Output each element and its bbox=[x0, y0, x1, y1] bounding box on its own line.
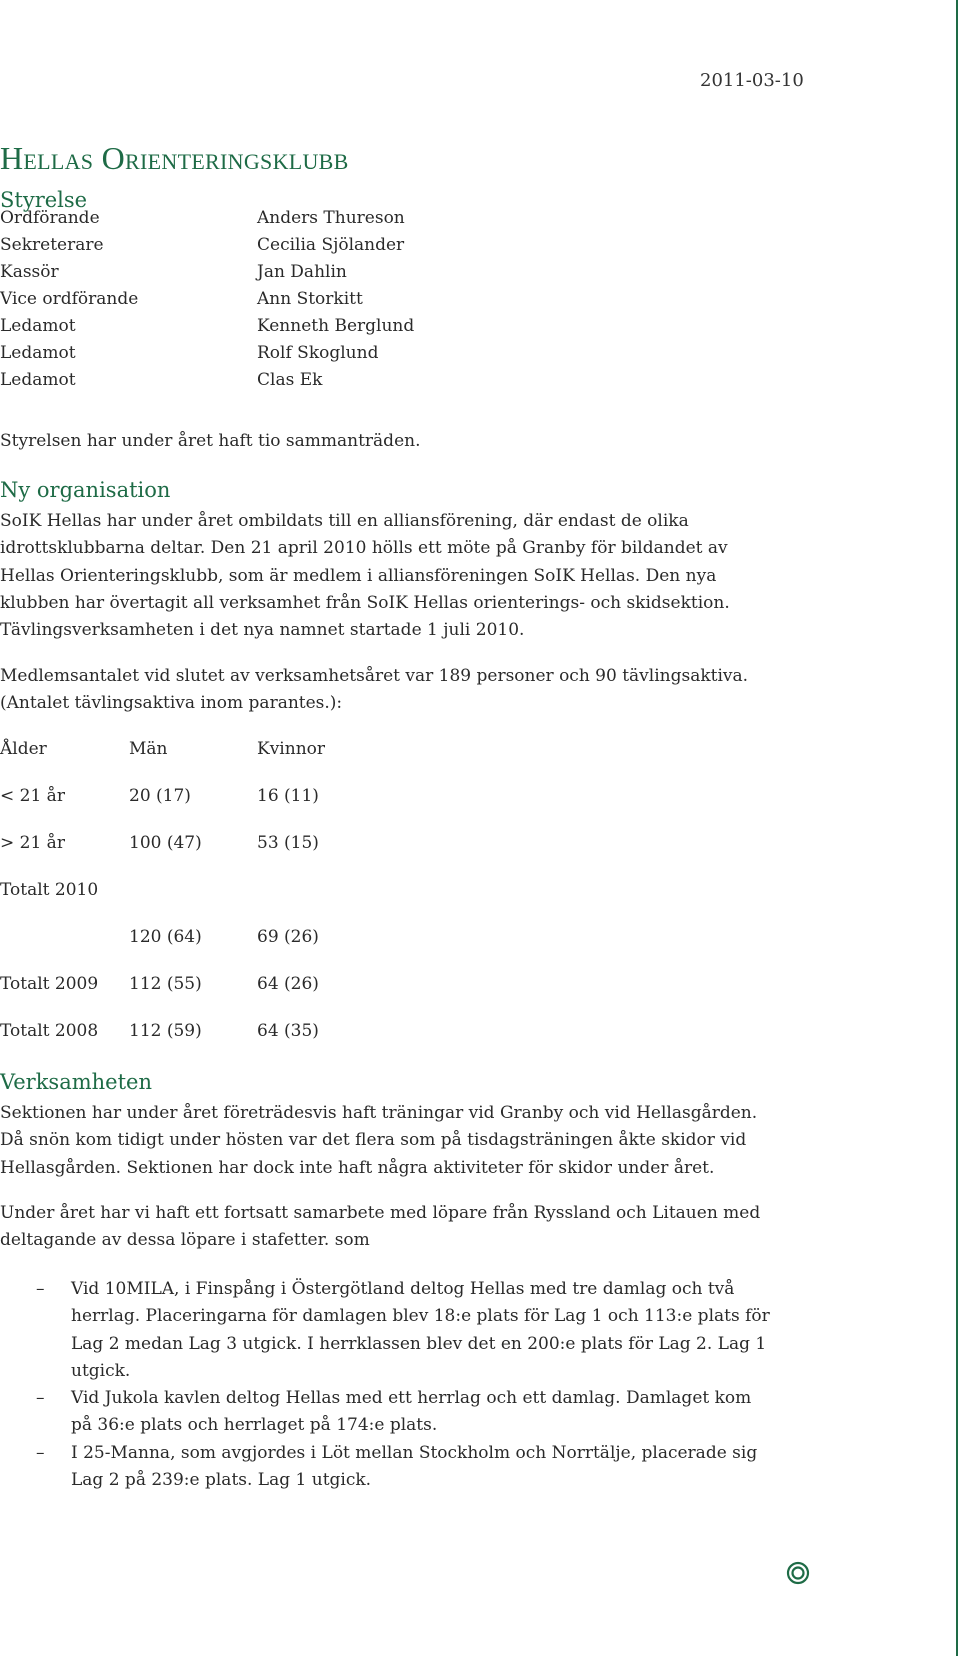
concentric-circle-logo-icon bbox=[786, 1561, 810, 1585]
board-role: Ledamot bbox=[0, 370, 76, 390]
bullet-dash: – bbox=[36, 1388, 45, 1409]
table-cell: 53 (15) bbox=[257, 833, 319, 853]
list-item bbox=[0, 1385, 820, 1440]
table-cell: 64 (26) bbox=[257, 974, 319, 994]
board-meetings-text: Styrelsen har under året haft tio sammanträden. bbox=[0, 431, 421, 451]
document-date: 2011-03-10 bbox=[700, 70, 804, 91]
table-cell: 112 (59) bbox=[129, 1021, 202, 1041]
board-role: Ledamot bbox=[0, 316, 76, 336]
table-cell: > 21 år bbox=[0, 833, 65, 853]
list-item bbox=[0, 1276, 820, 1385]
table-cell: Totalt 2008 bbox=[0, 1021, 99, 1041]
board-role: Kassör bbox=[0, 262, 59, 282]
table-header-cell: Män bbox=[129, 739, 168, 759]
table-header-cell: Ålder bbox=[0, 739, 47, 759]
board-name: Jan Dahlin bbox=[257, 262, 347, 282]
table-cell: 112 (55) bbox=[129, 974, 202, 994]
activities-paragraph: Sektionen har under året företrädesvis haft träningar vid Granby och vid Hellasgården. Då snön kom tidigt under hösten var det flera som på tisdagsträningen åkte skidor vid Hellasgården. Sektionen har dock inte haft några aktiviteter för skidor under året. bbox=[0, 1103, 758, 1178]
table-header-cell: Kvinnor bbox=[257, 739, 325, 759]
document-title: Hellas Orienteringsklubb bbox=[0, 140, 349, 176]
board-name: Ann Storkitt bbox=[257, 289, 363, 309]
table-cell: 64 (35) bbox=[257, 1021, 319, 1041]
table-cell: 16 (11) bbox=[257, 786, 319, 806]
table-cell: 120 (64) bbox=[129, 927, 202, 947]
activities-heading: Verksamheten bbox=[0, 1070, 152, 1094]
table-cell: Totalt 2009 bbox=[0, 974, 99, 994]
board-name: Anders Thureson bbox=[257, 208, 405, 228]
board-name: Cecilia Sjölander bbox=[257, 235, 405, 255]
table-cell: Totalt 2010 bbox=[0, 880, 99, 900]
bullet-dash: – bbox=[36, 1442, 45, 1463]
organisation-heading: Ny organisation bbox=[0, 478, 171, 502]
organisation-paragraph: SoIK Hellas har under året ombildats till en alliansförening, där endast de olika idrottsklubbarna deltar. Den 21 april 2010 hölls ett möte på Granby för bildandet av Hellas Orienteringsklubb, som är medlem i alliansföreningen SoIK Hellas. Den nya klubben har övertagit all verksamhet från SoIK Hellas orienterings- och skidsektion. Tävlingsverksamheten i det nya namnet startade 1 juli 2010. bbox=[0, 511, 730, 641]
board-heading: Styrelse bbox=[0, 188, 88, 212]
bullet-dash: – bbox=[36, 1279, 45, 1299]
table-cell: 69 (26) bbox=[257, 927, 319, 947]
board-role: Ordförande bbox=[0, 208, 100, 228]
table-cell: 100 (47) bbox=[129, 833, 202, 853]
relay-results-list bbox=[0, 1276, 820, 1494]
cooperation-paragraph: Under året har vi haft ett fortsatt samarbete med löpare från Ryssland och Litauen med deltagande av dessa löpare i stafetter. som bbox=[0, 1203, 761, 1251]
board-role: Sekreterare bbox=[0, 235, 104, 255]
list-item-text: Vid Jukola kavlen deltog Hellas med ett herrlag och ett damlag. Damlaget kom på 36:e plats och herrlaget på 174:e plats. bbox=[71, 1388, 752, 1436]
board-role: Ledamot bbox=[0, 343, 76, 363]
list-item-text: I 25-Manna, som avgjordes i Löt mellan Stockholm och Norrtälje, placerade sig Lag 2 på 239:e plats. Lag 1 utgick. bbox=[71, 1442, 758, 1491]
list-item-text: Vid 10MILA, i Finspång i Östergötland deltog Hellas med tre damlag och två herrlag. Placeringarna för damlagen blev 18:e plats för Lag 1 och 113:e plats för Lag 2 medan Lag 3 utgick. I herrklassen blev det en 200:e plats för Lag 2. Lag 1 utgick. bbox=[71, 1279, 770, 1381]
board-name: Kenneth Berglund bbox=[257, 316, 415, 336]
member-count-text: Medlemsantalet vid slutet av verksamhetsåret var 189 personer och 90 tävlingsaktiva. (Antalet tävlingsaktiva inom parantes.): bbox=[0, 666, 749, 714]
board-role: Vice ordförande bbox=[0, 289, 139, 309]
table-cell: 20 (17) bbox=[129, 786, 191, 806]
table-cell: < 21 år bbox=[0, 786, 65, 806]
board-name: Clas Ek bbox=[257, 370, 323, 390]
board-name: Rolf Skoglund bbox=[257, 343, 379, 363]
page-border-line bbox=[956, 0, 958, 1656]
list-item bbox=[0, 1440, 820, 1495]
